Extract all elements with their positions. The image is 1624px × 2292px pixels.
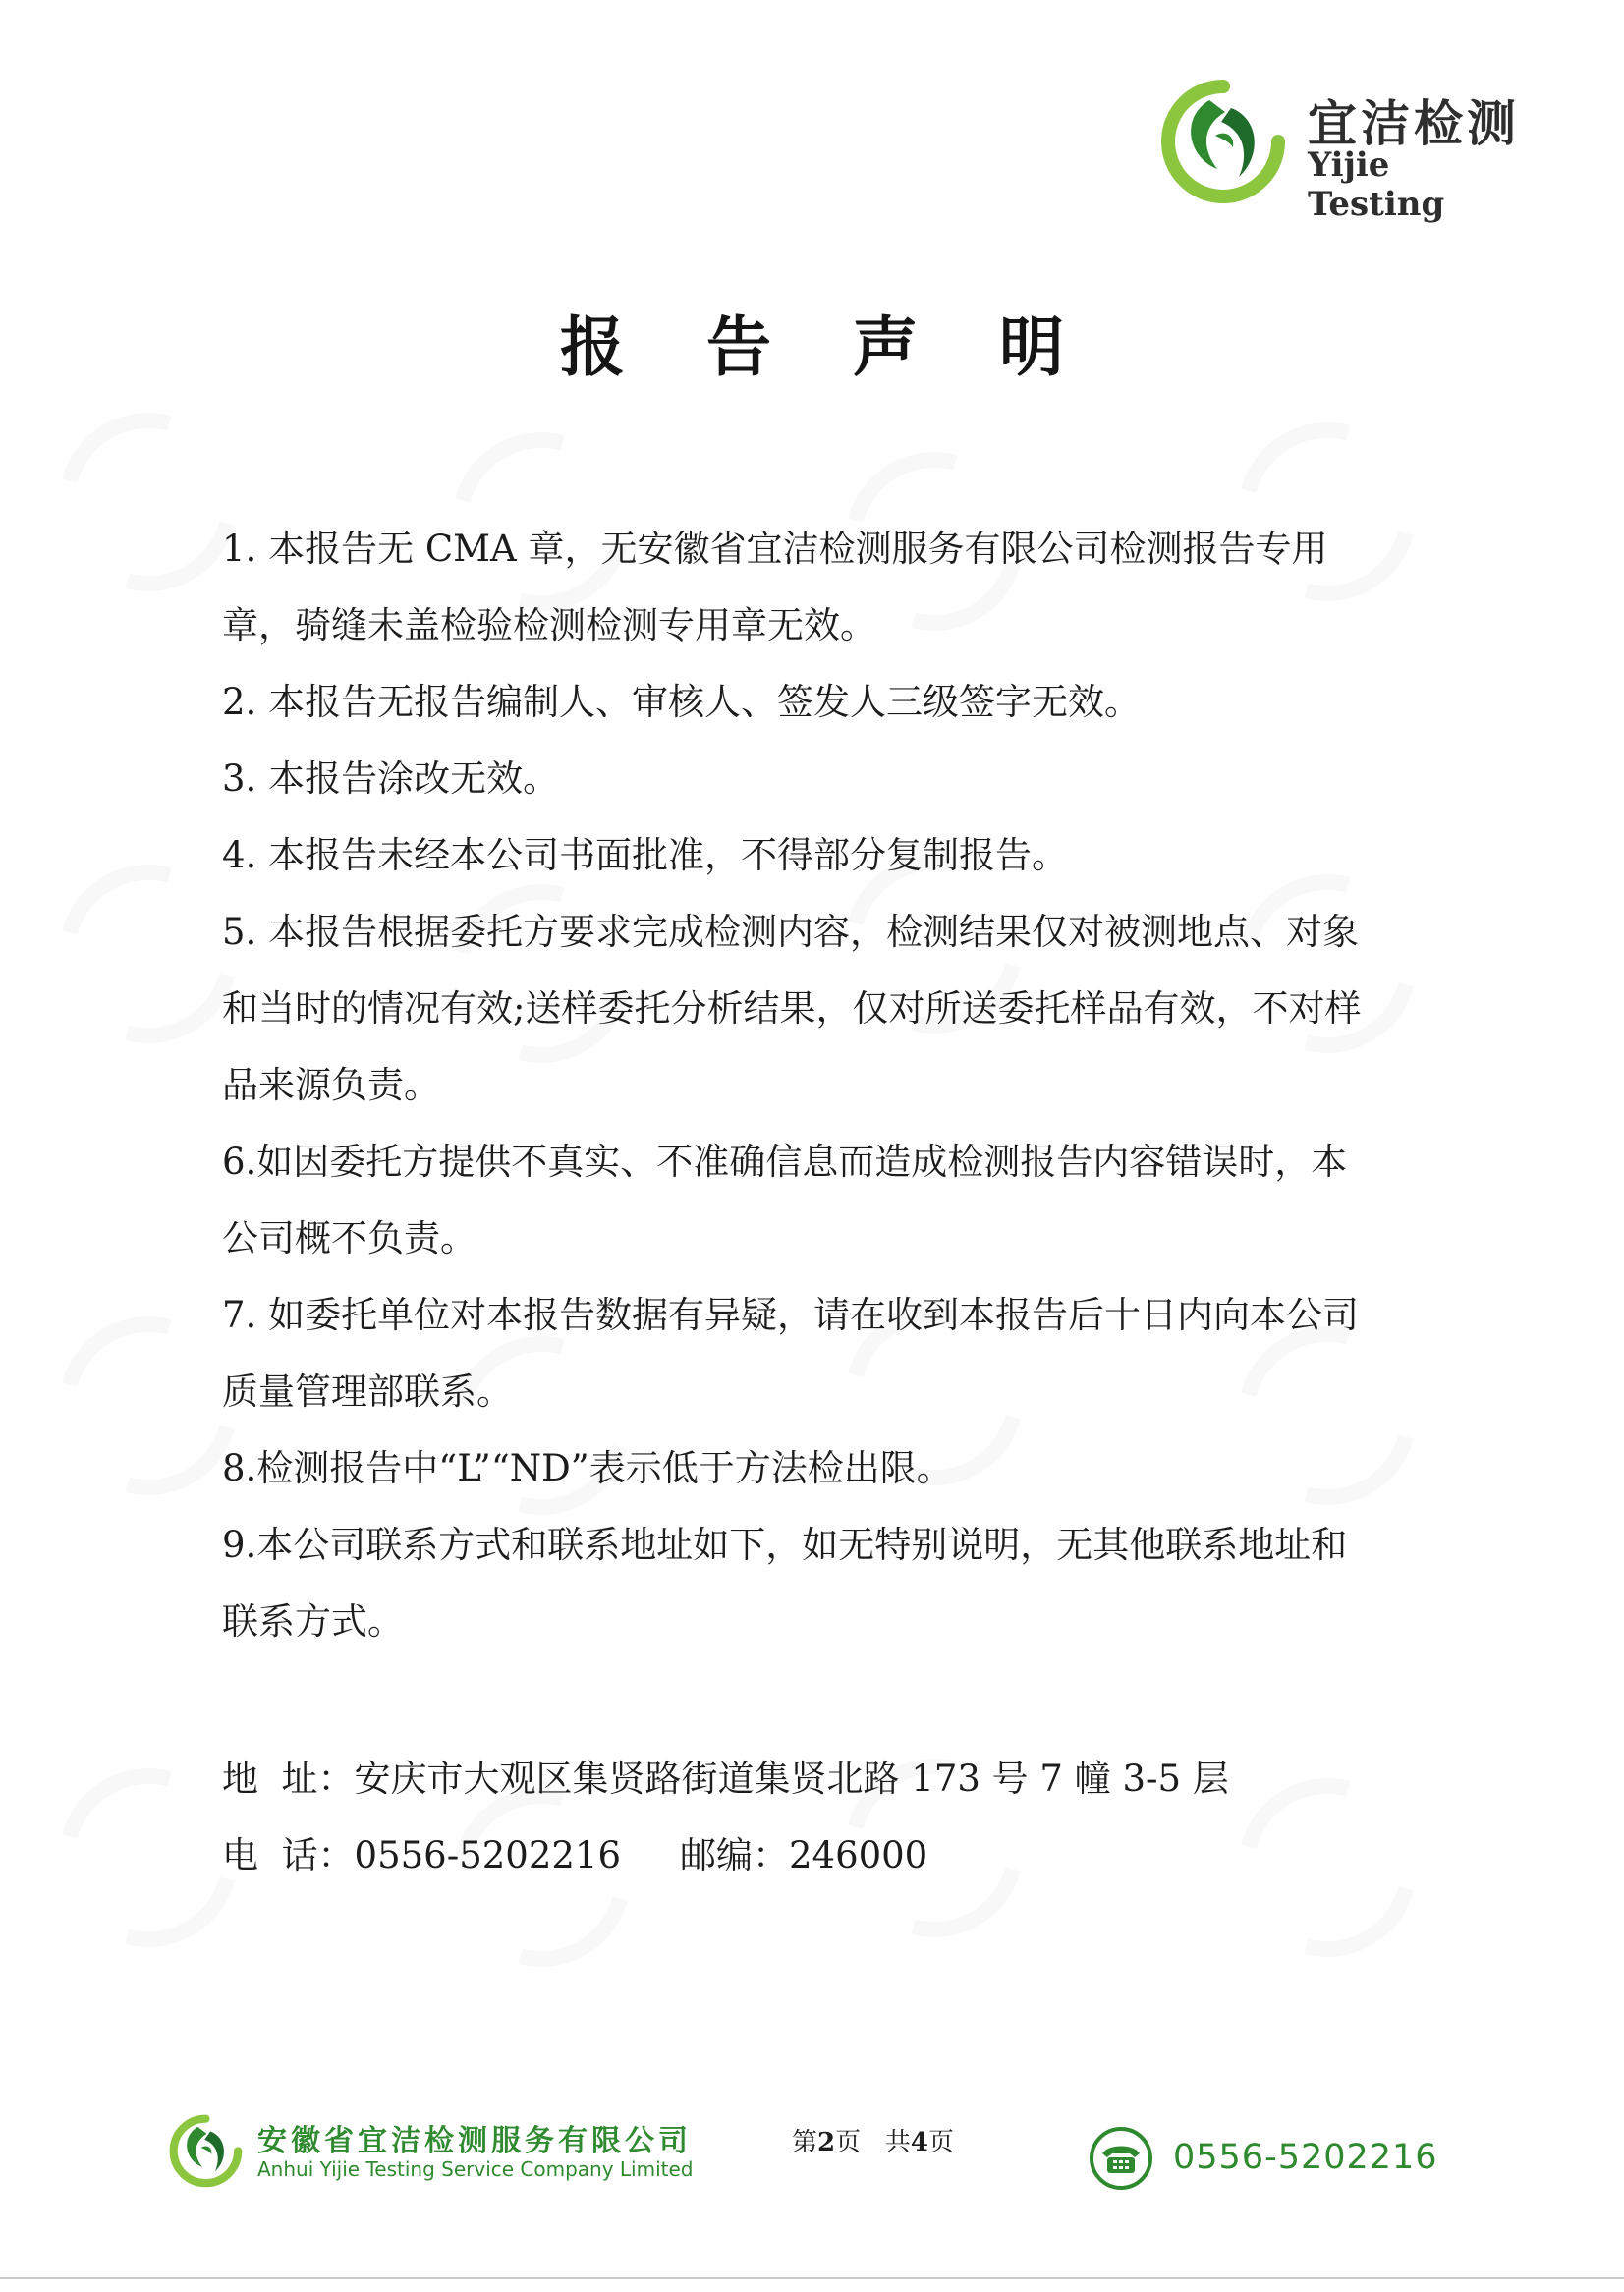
statement-item: 6.如因委托方提供不真实、不准确信息而造成检测报告内容错误时，本公司概不负责。	[222, 1141, 1348, 1259]
telephone-icon	[1089, 2126, 1153, 2191]
page-title: 报 告 声 明	[560, 308, 1093, 385]
footer-company-cn: 安徽省宜洁检测服务有限公司	[257, 2124, 692, 2158]
logo-chinese-name: 宜洁检测	[1308, 95, 1520, 152]
footer-phone-number: 0556-5202216	[1173, 2138, 1438, 2177]
statement-item: 4. 本报告未经本公司书面批准，不得部分复制报告。	[222, 834, 1069, 876]
phone-row	[222, 1817, 1229, 1894]
postcode-value: 246000	[788, 1834, 928, 1876]
address-value: 安庆市大观区集贤路街道集贤北路 173 号 7 幢 3-5 层	[354, 1758, 1229, 1800]
statement-item: 1. 本报告无 CMA 章，无安徽省宜洁检测服务有限公司检测报告专用章，骑缝未盖检验检测检测专用章无效。	[222, 528, 1328, 646]
postcode-label: 邮编：	[679, 1834, 789, 1876]
address-row	[222, 1741, 1229, 1817]
page-mid: 页 共	[835, 2128, 911, 2157]
statement-item: 9.本公司联系方式和联系地址如下，如无特别说明，无其他联系地址和联系方式。	[222, 1524, 1348, 1643]
statement-list	[222, 511, 1381, 1660]
address-label: 地 址：	[222, 1758, 355, 1800]
logo-english-name: Yijie Testing	[1308, 145, 1445, 224]
page-current: 2	[817, 2128, 836, 2157]
page-prefix: 第	[792, 2128, 818, 2157]
page-total: 4	[910, 2128, 928, 2157]
header-logo	[1160, 79, 1534, 224]
statement-item: 5. 本报告根据委托方要求完成检测内容，检测结果仅对被测地点、对象和当时的情况有效;送样委托分析结果，仅对所送委托样品有效，不对样品来源负责。	[222, 911, 1362, 1106]
footer-company-logo	[169, 2114, 719, 2193]
contact-info	[222, 1741, 1229, 1894]
page-number	[792, 2122, 954, 2158]
phone-value: 0556-5202216	[354, 1834, 621, 1876]
statement-item: 7. 如委托单位对本报告数据有异疑，请在收到本报告后十日内向本公司质量管理部联系。	[222, 1294, 1360, 1413]
yijie-logo-icon	[169, 2114, 244, 2189]
footer-phone	[1089, 2126, 1482, 2195]
phone-label: 电 话：	[222, 1834, 355, 1876]
yijie-logo-icon	[1160, 79, 1288, 206]
page-bottom-edge	[0, 2277, 1624, 2279]
footer-company-en: Anhui Yijie Testing Service Company Limited	[257, 2157, 694, 2181]
statement-item: 8.检测报告中“L”“ND”表示低于方法检出限。	[222, 1447, 953, 1489]
statement-item: 3. 本报告涂改无效。	[222, 757, 560, 800]
statement-item: 2. 本报告无报告编制人、审核人、签发人三级签字无效。	[222, 681, 1142, 723]
page-suffix: 页	[928, 2128, 955, 2157]
